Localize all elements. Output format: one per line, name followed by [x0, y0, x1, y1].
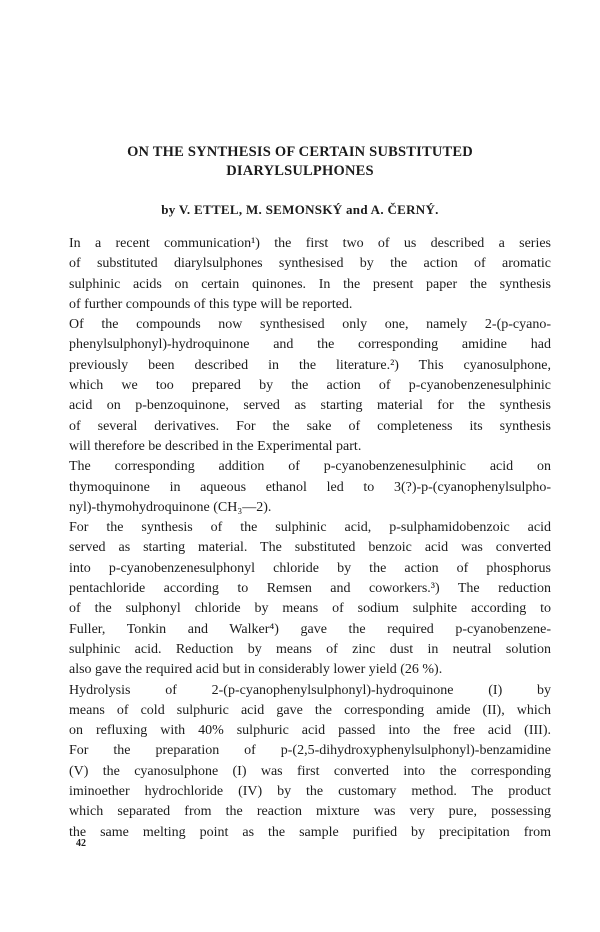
text-line: of several derivatives. For the sake of completeness its synthesis — [69, 418, 551, 434]
paragraph-2 — [53, 315, 551, 457]
text-line: which we too prepared by the action of p-cyanobenzenesulphinic — [69, 378, 551, 394]
text-line: phenylsulphonyl)-hydroquinone and the corresponding amidine had — [69, 337, 551, 353]
article-body — [53, 234, 551, 843]
text-line: thymoquinone in aqueous ethanol led to 3(?)-p-(cyanophenylsulpho- — [69, 479, 551, 495]
text-line: served as starting material. The substituted benzoic acid was converted — [69, 540, 551, 556]
text-line: will therefore be described in the Experimental part. — [69, 438, 362, 454]
text-line: (V) the cyanosulphone (I) was first converted into the corresponding — [69, 763, 551, 779]
text-line: Fuller, Tonkin and Walker⁴) gave the required p-cyanobenzene- — [69, 621, 551, 637]
text-line: previously been described in the literature.²) This cyanosulphone, — [69, 357, 551, 373]
text-line: into p-cyanobenzenesulphonyl chloride by the action of phosphorus — [69, 560, 551, 576]
text-line: of the sulphonyl chloride by means of sodium sulphite according to — [69, 601, 551, 617]
text-line: means of cold sulphuric acid gave the corresponding amide (II), which — [69, 702, 551, 718]
paragraph-5 — [53, 681, 551, 843]
text-line: iminoether hydrochloride (IV) by the customary method. The product — [69, 784, 551, 800]
paragraph-3 — [53, 457, 551, 518]
text-line: of further compounds of this type will be reported. — [69, 296, 353, 312]
text-line: sulphinic acid. Reduction by means of zinc dust in neutral solution — [69, 641, 551, 657]
title-line-2: DIARYLSULPHONES — [226, 163, 374, 179]
text-line: In a recent communication¹) the first two of us described a series — [69, 236, 551, 251]
paragraph-1 — [53, 234, 551, 315]
text-line: acid on p-benzoquinone, served as starting material for the synthesis — [69, 398, 551, 414]
text-line: on refluxing with 40% sulphuric acid passed into the free acid (III). — [69, 723, 551, 739]
text-line: sulphinic acids on certain quinones. In the present paper the synthesis — [69, 276, 551, 292]
text-line: of substituted diarylsulphones synthesised by the action of aromatic — [69, 256, 551, 272]
text-line: the same melting point as the sample purified by precipitation from — [69, 824, 551, 840]
text-line: pentachloride according to Remsen and coworkers.³) The reduction — [69, 581, 551, 597]
text-line: Hydrolysis of 2-(p-cyanophenylsulphonyl)-hydroquinone (I) by — [69, 682, 551, 698]
text-line: For the preparation of p-(2,5-dihydroxyphenylsulphonyl)-benzamidine — [69, 743, 551, 759]
text-line: which separated from the reaction mixture was very pure, possessing — [69, 804, 551, 820]
article-title — [60, 143, 540, 181]
text-line: also gave the required acid but in considerably lower yield (26 %). — [69, 662, 443, 678]
text-line: nyl)-thymohydroquinone (CH₃—2). — [69, 499, 272, 515]
text-line: For the synthesis of the sulphinic acid, p-sulphamidobenzoic acid — [69, 520, 551, 536]
paragraph-4 — [53, 518, 551, 680]
text-line: The corresponding addition of p-cyanobenzenesulphinic acid on — [69, 459, 551, 475]
page-number: 42 — [76, 838, 86, 849]
author-line: by V. ETTEL, M. SEMONSKÝ and A. ČERNÝ. — [161, 202, 439, 217]
text-line: Of the compounds now synthesised only one, namely 2-(p-cyano- — [69, 317, 551, 333]
title-line-1: ON THE SYNTHESIS OF CERTAIN SUBSTITUTED — [127, 144, 473, 160]
